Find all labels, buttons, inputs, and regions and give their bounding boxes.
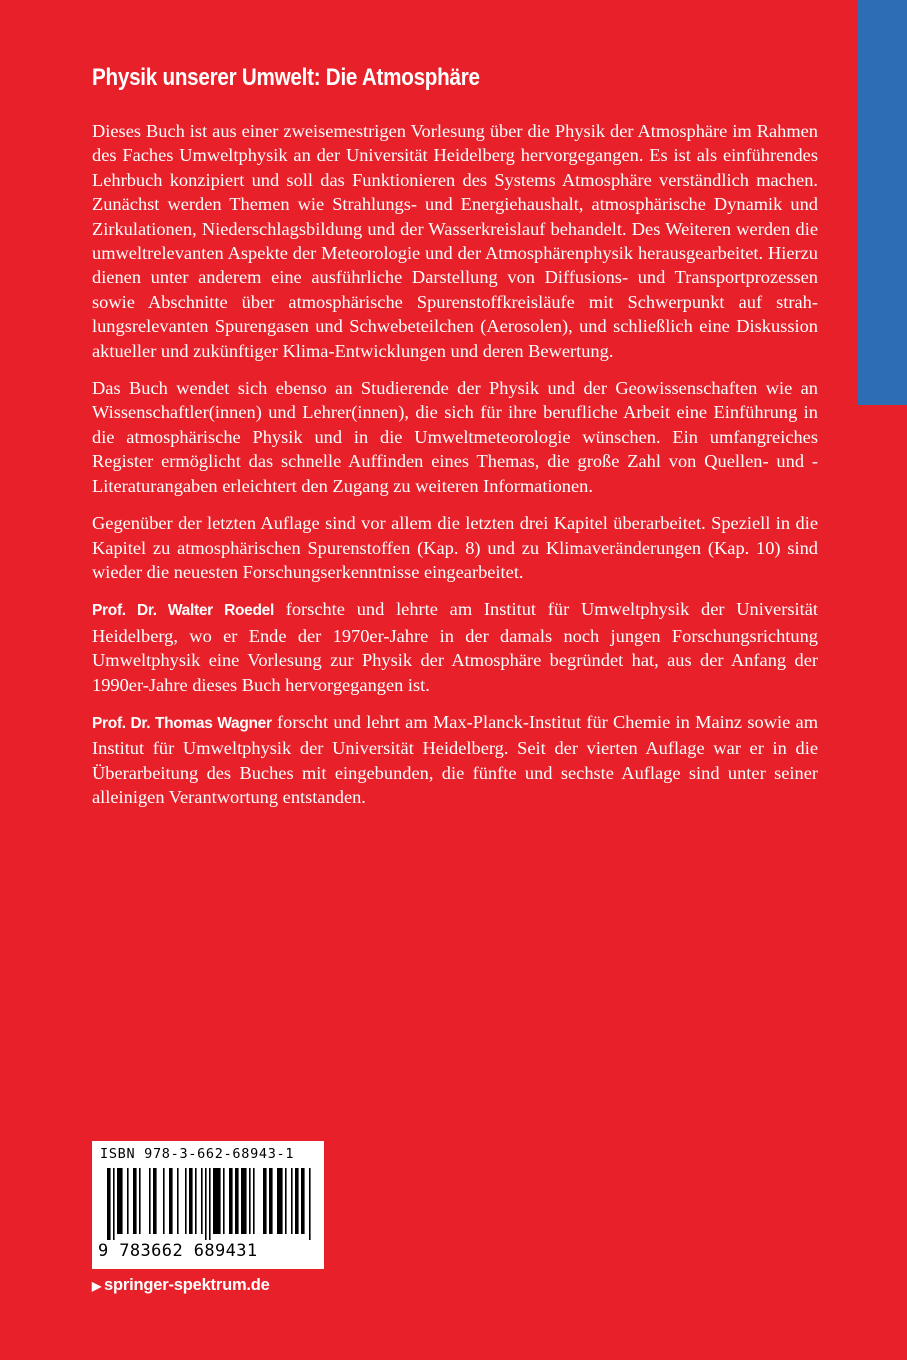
barcode-bars bbox=[107, 1168, 311, 1240]
author-bio-wagner bbox=[92, 710, 818, 810]
description-paragraph-2: Das Buch wendet sich ebenso an Studierende der Physik und der Geowissenschaften wie an Wissenschaftler(innen) und Lehrer(innen), die sich für ihre berufliche Arbeit eine Einführung in die atmosphärische Physik und in die Umweltmeteorologie wünschen. Ein umfangreiches Register ermöglicht das schnelle Auffinden eines Themas, die große Zahl von Quellen- und -Literaturangaben erleichtert den Zugang zu weiteren Informationen. bbox=[92, 378, 818, 496]
author-bio-roedel-text: forschte und lehrte am Institut für Umweltphysik der Universität Heidelberg, wo er Ende der 1970er-Jahre in der damals noch jungen Forschungsrichtung Umweltphysik eine Vorlesung zur Physik der Atmosphäre begründet hat, aus der Anfang der 1990er-Jahre dieses Buch hervorgegangen ist. bbox=[92, 599, 818, 695]
barcode-bar bbox=[277, 1168, 283, 1234]
author-name-wagner: Prof. Dr. Thomas Wagner bbox=[92, 714, 272, 732]
barcode-bar bbox=[301, 1168, 305, 1234]
description-paragraph-3: Gegenüber der letzten Auflage sind vor allem die letzten drei Kapitel überarbeitet. Speziell in die Kapitel zu atmosphärischen Spurenstoffen (Kap. 8) und zu Klimaveränderungen (Kap. 10) sind wieder die neuesten Forschungserkenntnisse eingearbeitet. bbox=[92, 513, 818, 582]
barcode-bar bbox=[223, 1168, 225, 1234]
publisher-link[interactable] bbox=[92, 1276, 270, 1295]
blue-accent-band bbox=[858, 0, 907, 405]
barcode-bar bbox=[195, 1168, 197, 1234]
barcode-bar bbox=[201, 1168, 203, 1234]
barcode-bar bbox=[253, 1168, 255, 1234]
barcode-bar bbox=[209, 1168, 211, 1240]
barcode-bar bbox=[149, 1168, 151, 1234]
barcode-bar bbox=[177, 1168, 179, 1234]
barcode-bar bbox=[295, 1168, 299, 1234]
barcode-bar bbox=[263, 1168, 267, 1234]
barcode-bar bbox=[113, 1168, 115, 1240]
barcode-bar bbox=[169, 1168, 173, 1234]
barcode-bar bbox=[269, 1168, 273, 1234]
blurb-text bbox=[92, 119, 818, 823]
barcode-bar bbox=[241, 1168, 247, 1234]
barcode-bar bbox=[127, 1168, 129, 1234]
publisher-url: springer-spektrum.de bbox=[104, 1276, 270, 1294]
author-bio-wagner-text: forscht und lehrt am Max-Planck-Institut für Chemie in Mainz sowie am Institut für Umweltphysik der Universität Heidelberg. Seit der vierten Auflage war er in die Überarbeitung des Buches mit eingebunden, die fünfte und sechste Auflage sind unter seiner alleinigen Verantwortung entstanden. bbox=[92, 711, 818, 808]
author-bio-roedel bbox=[92, 597, 818, 697]
barcode-bar bbox=[249, 1168, 251, 1234]
barcode-bar bbox=[133, 1168, 137, 1234]
description-paragraph-1: Dieses Buch ist aus einer zweisemestrigen Vorlesung über die Physik der Atmosphäre im Rahmen des Faches Umweltphysik an der Universität Heidelberg hervorgegangen. Es ist als einführendes Lehrbuch konzipiert und soll das Funktionieren des Systems Atmosphäre verständlich machen. Zunächst werden Themen wie Strahlungs- und Energiehaushalt, atmosphärische Dynamik und Zirkulationen, Niederschlagsbildung und der Wasserkreislauf behandelt. Des Weiteren werden die umweltrelevanten Aspekte der Meteorologie und der Atmosphärenphysik herausgearbeitet. Hierzu dienen unter anderem eine ausführliche Darstellung von Diffusions- und Transportprozessen sowie Abschnitte über atmosphärische Spurenstoffkreisläufe mit Schwerpunkt auf strahlungsrelevanten Spurengasen und Schwebeteilchen (Aerosolen), und schließlich eine Diskussion aktueller und zukünftiger Klima-Entwicklungen und deren Bewertung. bbox=[92, 121, 818, 361]
barcode-bar bbox=[185, 1168, 187, 1234]
barcode-bar bbox=[229, 1168, 233, 1234]
isbn-barcode bbox=[92, 1141, 324, 1269]
author-name-roedel: Prof. Dr. Walter Roedel bbox=[92, 602, 274, 620]
barcode-bar bbox=[309, 1168, 311, 1240]
barcode-bar bbox=[189, 1168, 193, 1234]
barcode-bar bbox=[153, 1168, 157, 1234]
barcode-bar bbox=[213, 1168, 221, 1234]
barcode-digits: 9 783662 689431 bbox=[98, 1241, 258, 1261]
barcode-bar bbox=[235, 1168, 239, 1234]
barcode-bar bbox=[107, 1168, 111, 1240]
arrow-right-icon: ▶ bbox=[92, 1279, 102, 1293]
barcode-bar bbox=[139, 1168, 141, 1234]
barcode-bar bbox=[117, 1168, 123, 1234]
barcode-bar bbox=[291, 1168, 293, 1234]
barcode-bar bbox=[285, 1168, 287, 1234]
barcode-bar bbox=[205, 1168, 207, 1240]
book-title: Physik unserer Umwelt: Die Atmosphäre bbox=[92, 64, 480, 91]
isbn-label: ISBN 978-3-662-68943-1 bbox=[100, 1146, 295, 1162]
barcode-bar bbox=[163, 1168, 165, 1234]
